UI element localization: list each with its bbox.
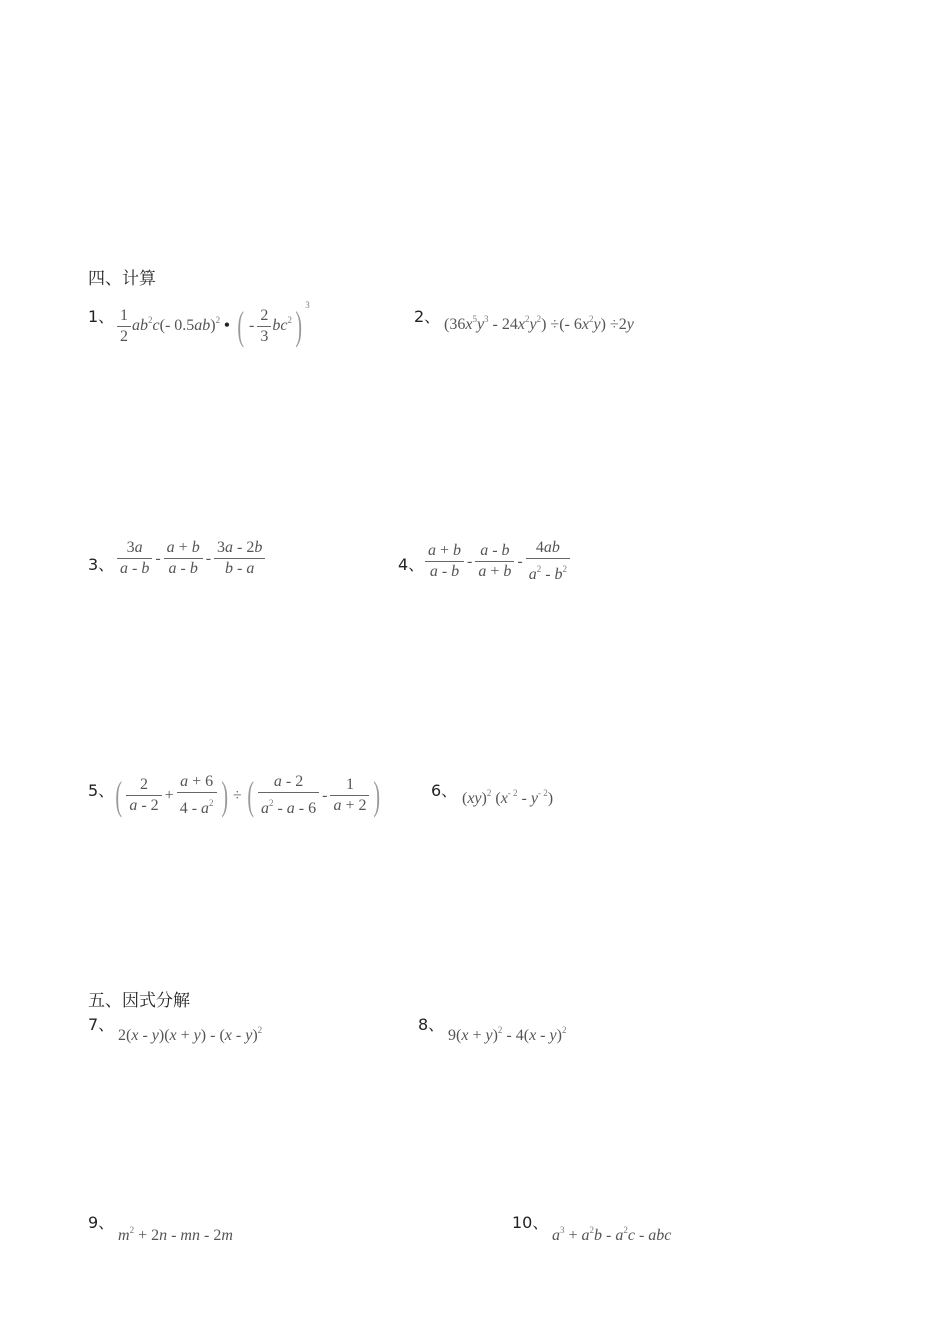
problem-8-number: 8、 [418, 1015, 445, 1034]
problem-8-expression: $9(x + y)^2 - 4(x - y)^2$ [448, 1025, 567, 1044]
problem-2-expression: $(36x^5y^3 - 24x^2y^2)$ ÷(- $6x^2y) \div 2y$ [444, 314, 634, 333]
problem-4-number: 4、 [398, 555, 425, 574]
problem-9-expression: $m^2 + 2n$ - mn - 2m [118, 1225, 233, 1244]
problem-2-number: 2、 [414, 307, 441, 326]
section-5-title: 五、因式分解 [88, 991, 190, 1011]
problem-6-number: 6、 [431, 781, 458, 800]
problem-5-number: 5、 [88, 781, 115, 800]
problem-7-number: 7、 [88, 1015, 115, 1034]
problem-3-expression: $\frac{3a}{a - b}$ - $\frac{a + b}{a - b}$ - $\frac{3a - 2b}{b - a}$ [116, 538, 266, 579]
problem-7-expression: 2(x - y)(x + y) - (x - y)$^2$ [118, 1025, 263, 1044]
problem-1-number: 1、 [88, 307, 115, 326]
problem-1-expression: $\frac{1}{2}$ $ab^2c(-$ 0.5ab)$^2$ • ( - $\frac{2}{3}$ $bc^2$) $^3$ [116, 300, 310, 347]
section-4-title: 四、计算 [88, 269, 156, 289]
problem-10-number: 10、 [512, 1213, 549, 1232]
problem-3-number: 3、 [88, 555, 115, 574]
problem-4-expression: $\frac{a + b}{a - b}$ - $\frac{a - b}{a + b}$ - $\frac{4ab}{a^2 - b^2}$ [424, 538, 571, 585]
problem-5-expression: ( $\frac{2}{a - 2}$ + $\frac{a + 6}{4 - a^2}$ ) ÷ ( $\frac{a - 2}{a^2 - a - 6}$ - $\frac{1}{a + 2}$ ) [115, 772, 381, 818]
problem-9-number: 9、 [88, 1213, 115, 1232]
problem-6-expression: (xy)$^2$ $(x^{- 2} - y^{- 2})$ [462, 788, 554, 807]
problem-10-expression: $a^3 + a^2b - a^2c$ - abc [552, 1225, 672, 1244]
